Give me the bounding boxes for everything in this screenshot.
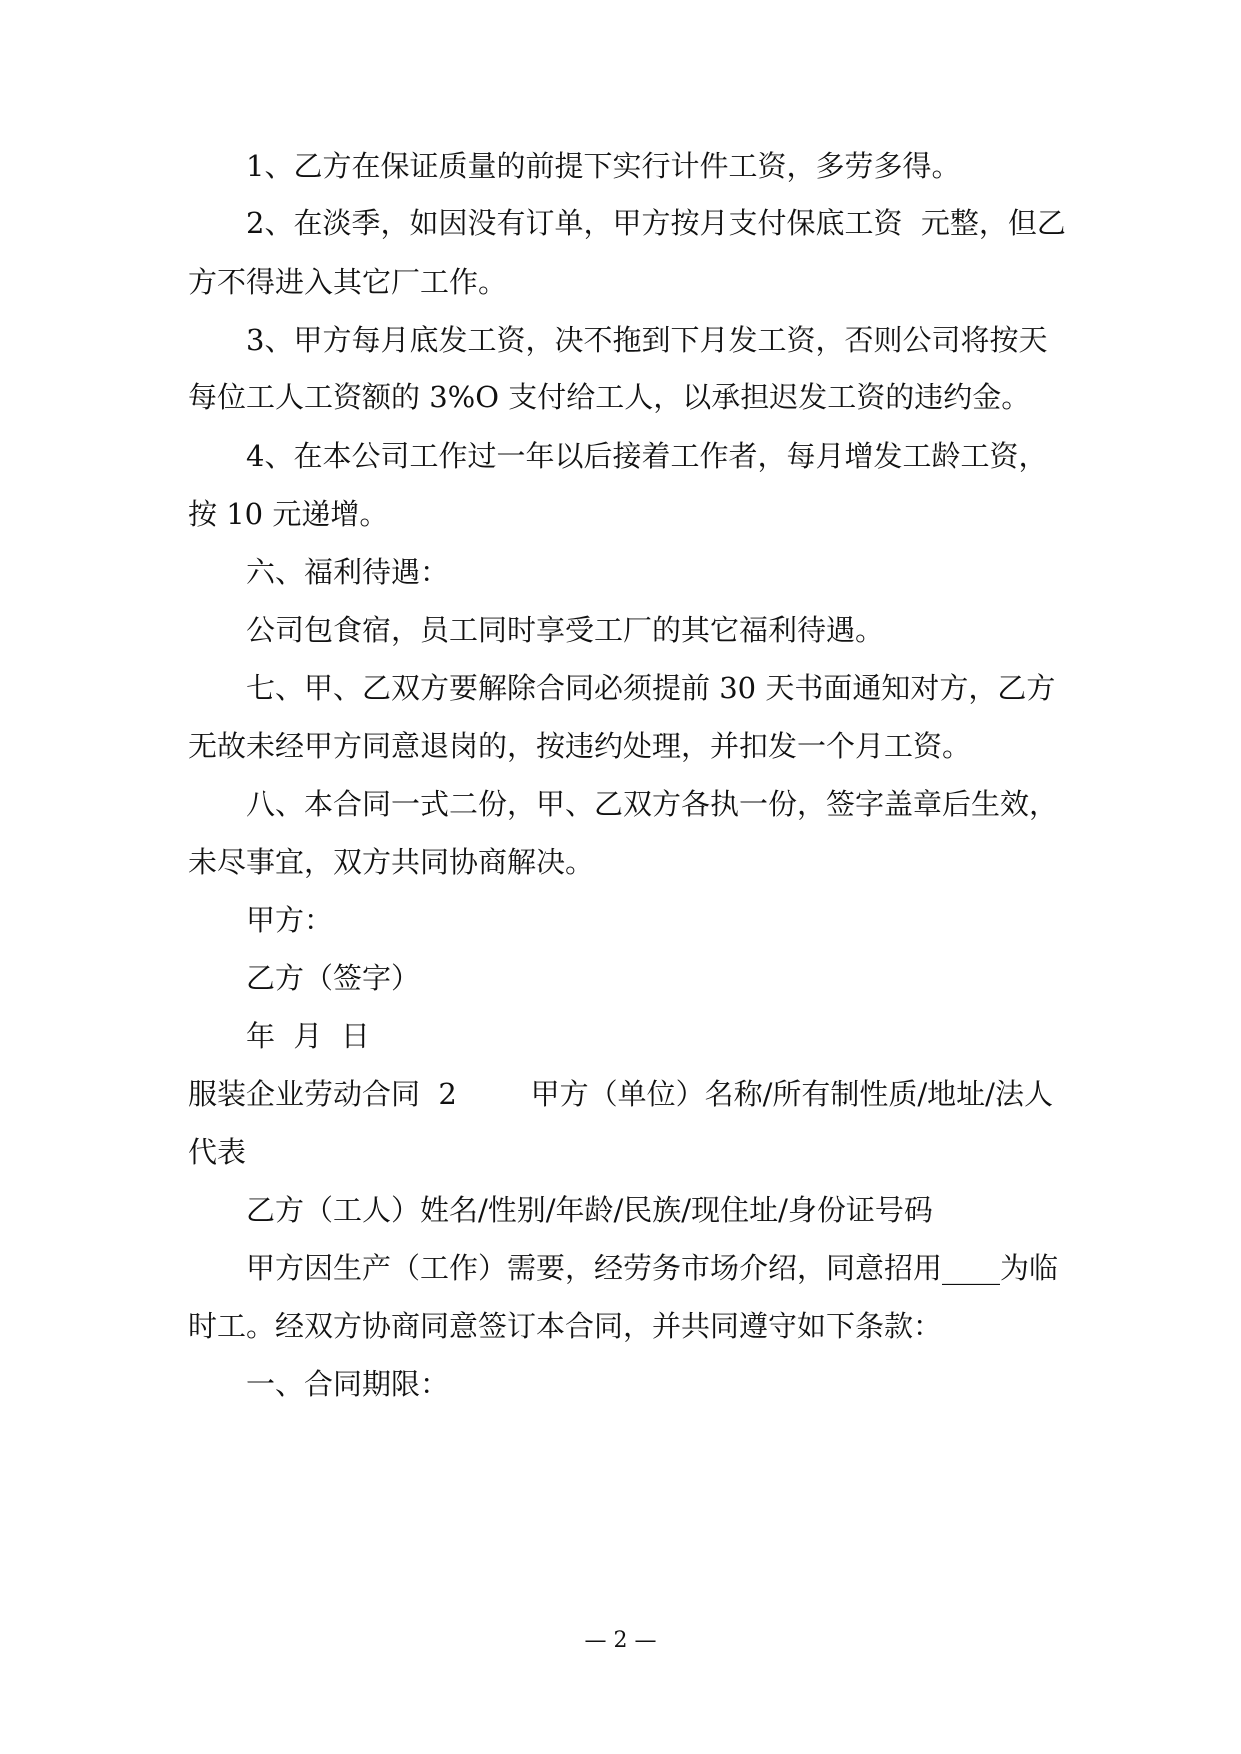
paragraph-line: 按 10 元递增。 [188,497,389,531]
contract-title-line: 服装企业劳动合同 2 甲方（单位）名称/所有制性质/地址/法人 [188,1077,1053,1111]
paragraph-line: 方不得进入其它厂工作。 [188,265,508,299]
signature-date: 年 月 日 [246,1019,370,1053]
section-heading: 六、福利待遇： [246,555,450,589]
paragraph-line: 八、本合同一式二份，甲、乙双方各执一份，签字盖章后生效， [246,787,1059,821]
paragraph-line: 甲方因生产（工作）需要，经劳务市场介绍，同意招用____为临 [246,1251,1059,1285]
paragraph-line: 时工。经双方协商同意签订本合同，并共同遵守如下条款： [188,1309,943,1343]
paragraph-line: 1、乙方在保证质量的前提下实行计件工资，多劳多得。 [246,149,961,183]
paragraph-line: 公司包食宿，员工同时享受工厂的其它福利待遇。 [246,613,885,647]
paragraph-line: 乙方（工人）姓名/性别/年龄/民族/现住址/身份证号码 [246,1193,933,1227]
paragraph-line: 代表 [188,1135,247,1169]
paragraph-line: 七、甲、乙双方要解除合同必须提前 30 天书面通知对方，乙方 [246,671,1056,705]
paragraph-line: 每位工人工资额的 3%O 支付给工人，以承担迟发工资的违约金。 [188,380,1031,414]
page-number: — 2 — [584,1628,657,1653]
paragraph-line: 2、在淡季，如因没有订单，甲方按月支付保底工资 元整，但乙 [246,206,1066,240]
section-heading: 一、合同期限： [246,1367,450,1401]
signature-party-a: 甲方： [246,903,334,937]
paragraph-line: 4、在本公司工作过一年以后接着工作者，每月增发工龄工资， [246,439,1048,473]
paragraph-line: 无故未经甲方同意退岗的，按违约处理，并扣发一个月工资。 [188,729,972,763]
paragraph-line: 3、甲方每月底发工资，决不拖到下月发工资，否则公司将按天 [246,323,1048,357]
paragraph-line: 未尽事宜，双方共同协商解决。 [188,845,595,879]
signature-party-b: 乙方（签字） [246,961,421,995]
